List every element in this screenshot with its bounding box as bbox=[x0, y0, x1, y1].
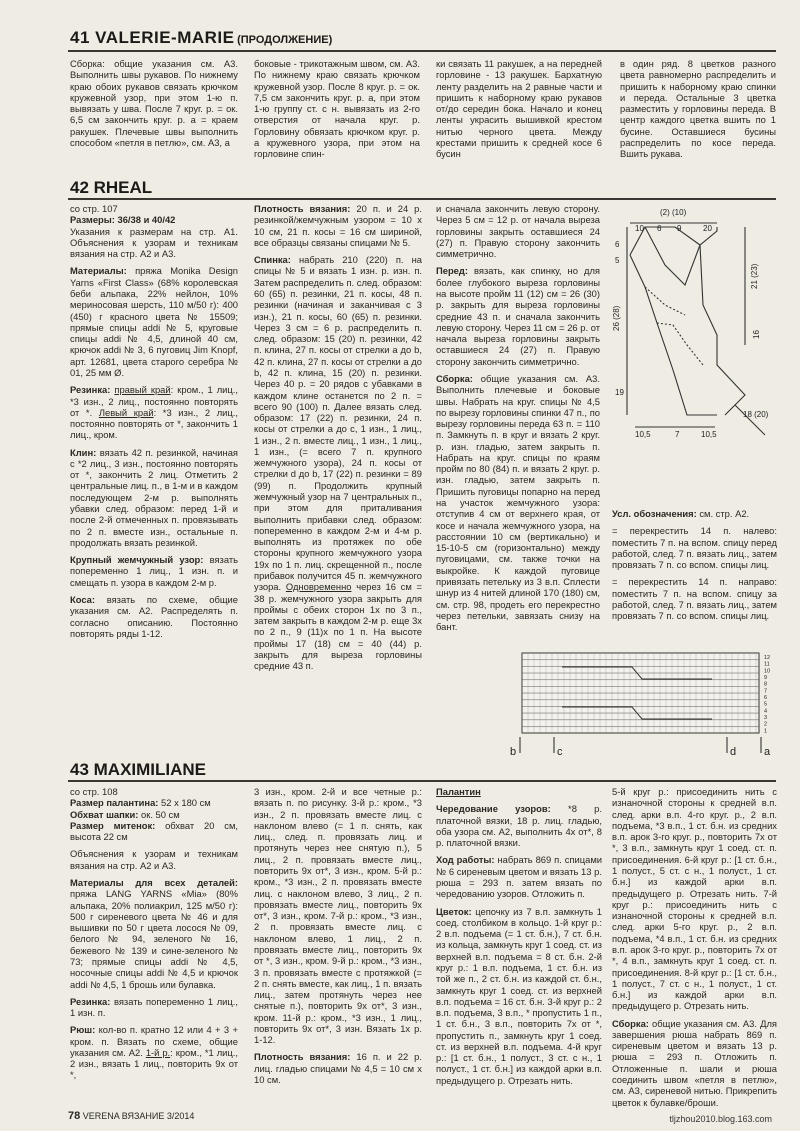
dim-top-4: 20 bbox=[703, 224, 712, 233]
section-42-header: 42 RHEAL bbox=[70, 178, 153, 197]
dim-left-1: 6 bbox=[615, 240, 620, 249]
chart-row-4: 4 bbox=[764, 708, 768, 715]
chart-row-5: 5 bbox=[764, 701, 768, 708]
section-43-rule bbox=[68, 780, 776, 782]
dim-top-3: 9 bbox=[677, 224, 682, 233]
blog-watermark: tljzhou2010.blog.163.com bbox=[669, 1114, 772, 1125]
chart-row-2: 2 bbox=[764, 721, 768, 728]
s42-legend: Усл. обозначения: см. стр. А2. = перекрестить 14 п. налево: поместить 7 п. на вспом. спицу перед работой, след. 7 п. вязать лиц., затем провязать 7 п. со вспом. спицы лиц. = перекрестить 14 п. направо: поместить 7 п. на вспом. спицу за работой, след. 7 п. вязать лиц., затем провязать 7 п. со вспом. спицы лиц. bbox=[612, 508, 777, 622]
chart-row-1: 1 bbox=[764, 728, 768, 735]
chart-arrow-a: a bbox=[764, 746, 771, 758]
dim-bottom-3: 10,5 bbox=[701, 430, 717, 439]
dim-top-label: (2) (10) bbox=[660, 208, 687, 217]
s43-col3: Палантин Чередование узоров: *8 р. платочной вязки, 18 р. лиц. гладью, оба узора см. А2, выполнить 4x от*, 8 р. платочной вязки. Ход работы: набрать 869 п. спицами № 6 сиреневым цветом и вязать 13 р. рюша = 293 п. затем вязать по чередованию узоров. Отложить п. Цветок: цепочку из 7 в.п. замкнуть 1 соед. столбиком в кольцо. 1-й круг р.: 2 в.п. подъема (= 1 ст. б.н.), 7 ст. б.н. из кольца, замкнуть круг 1 соед. ст. из верхней в.п. подъема = 8 ст. б.н. 2-й круг р.: 1 в.п. подъема, 1 ст. б.н. из той же п., 2 ст. б.н. из каждой ст. б.н., замкнуть круг 1 соед. ст. из верхней в.п. подъема = 16 ст. б.н. 3-й круг р.: 2 в.п. подъема, 3 в.п., * пропустить 1 п., 1 ст. б.н., 3 в.п., повторить 7x от *, пропустить п., замкнуть круг 1 соед. ст. из верхней в.п. подъема. 4-й круг р.: [1 ст. б.н., 1 полуст., 3 ст. с н., 1 полуст., 1 ст. б.н.] из каждой арки в.п. предыдущего р. Отрезать нить. bbox=[436, 786, 602, 1086]
dim-left-3: 26 (28) bbox=[612, 305, 621, 331]
dim-bottom-2: 7 bbox=[675, 430, 680, 439]
s41-col4: в один ряд. 8 цветков разного цвета равномерно распределить и пришить к наборному краю спинки и переда. Остальные 3 цветка разместить у горловины переда. В центр каждого цветка вшить по 1 бусине. Оставшиеся бусины распределить по косе переда. Вшить рукава. bbox=[620, 58, 776, 160]
chart-arrow-b: b bbox=[510, 746, 517, 758]
s42-col1: со стр. 107 Размеры: 36/38 и 40/42 Указания к размерам на стр. А1. Объяснения к узорам и техникам вязания на стр. А2 и А3. Материалы: пряжа Monika Design Yarns «First Class» (68% королевская беби альпака, 22% нейлон, 10% мериносовая шерсть, 110 м/50 г): 400 (450) г красного цвета № 15509; прямые спицы addi № 5, круговые спицы addi № 4,5, длиной 40 см, крючок addi № 3, 6 пуговиц Jim Knopf, арт. 12681, цвета старого серебра № 01, 25 мм Ø. Резинка: правый край: кром., 1 лиц., *3 изн., 2 лиц., постоянно повторять от *. Левый край: *3 изн., 2 лиц., постоянно повторять от *, закончить 1 лиц., кром. Клин: вязать 42 п. резинкой, начиная с *2 лиц., 3 изн., постоянно повторять от *, закончить 2 лиц. Отметить 2 центральные лиц. п., в 1-м и в каждом последующем 2-м р. выполнять убавки след. образом: перед 1-й и после 2-й отмеченных п. провязывать по 2 п. вместе изн., остальные п. продолжать вязать резинкой. Крупный жемчужный узор: вязать попеременно 1 лиц., 1 изн. п. и смещать п. узора в каждом 2-м р. Коса: вязать по схеме, общие указания см. А2. Распределять п. согласно описанию. Постоянно повторять ряды 1-12. bbox=[70, 203, 238, 639]
chart-arrow-c: c bbox=[557, 746, 563, 758]
s43-col2: 3 изн., кром. 2-й и все четные р.: вязать п. по рисунку. 3-й р.: кром., *3 изн., 2 п. провязать вместе лиц. с наклоном влево (= 1 п. снять, как лиц., след. п. провязать лиц. и протянуть через нее снятую п.), 5 лиц., 2 п. провязать вместе лиц., повторить 9x от*, 3 изн., кром. 5-й р.: кром., *3 изн., 2 п. провязать вместе лиц. с наклоном влево, 3 лиц., 2 п. провязать вместе лиц., повторить 9x от*, 3 изн., кром. 7-й р.: кром., *3 изн., 2 п. провязать вместе лиц. с наклоном влево, 1 лиц., 2 п. провязать вместе лиц., повторить 9x от *, 3 изн., кром. 9-й р.: кром., *3 изн., 3 п. провязать вместе с протяжкой (= 2 п. снять вместе, как лиц., 1 п. вязать лиц., затем протянуть через нее снятые п.), повторить 9x от*, 3 изн., кром. 11-й р.: кром., *3 изн., 1 лиц., повторить 9x от*, 3 изн. Вязать 1x р. 1-12. Плотность вязания: 16 п. и 22 р. лиц. гладью спицами № 4,5 = 10 см x 10 см. bbox=[254, 786, 422, 1086]
pattern-schematic bbox=[605, 205, 775, 445]
s42-col2: Плотность вязания: 20 п. и 24 р. резинкой/жемчужным узором = 10 x 10 см, 21 п. косы = 16 см шириной, все образцы связаны спицами № 5. Спинка: набрать 210 (220) п. на спицы № 5 и вязать 1 изн. р. изн. п. Затем распределить п. след. образом: 60 (65) п. резинки, 21 п. косы, 48 п. резинки (начиная и заканчивая с 3 изн.), 21 п. косы, 60 (65) п. резинки. Через 3 см = 6 р. распределить п. след. образом: 15 (20) п. резинки, 42 п. клина, 27 п. косы от стрелки a до b, 42 п. клина, 27 п. косы от стрелки a до b, 42 п. клина, 15 (20) п. резинки. Через 40 р. = 20 рядов с убавками в каждом клине останется по 2 п. = всего 90 (100) п. Далее вязать след. образом: 17 (22) п. резинки, 24 п. косы от стрелки a до c, 1 изн., 1 лиц., 1 изн., 2 п. вместе лиц., 1 изн., 1 лиц., 1 изн., (= всего 7 п. крупного жемчужного узора), 24 п. косы от стрелки d до b, 17 (22) п. резинки = 89 (99) п. Продолжить крупный жемчужный узор на 7 центральных п., при этом для приталивания выполнить прибавки след. образом: попеременно в каждом 2-м и 4-м р. выполнять из протяжек по обе стороны крупного жемчужного узора 19x по 1 п. лиц. скрещенной п., после прибавок получится 45 п. жемчужного узора. Одновременно через 16 см = 38 р. жемчужного узора закрыть для проймы с обеих сторон 1x по 3 п., затем закрыть в каждом 2-м р. еще 3x по 2 п., 9 (11)x по 1 п. На высоте проймы 17 (18) см = 40 (44) р. закрыть для выреза горловины средние 43 п. bbox=[254, 203, 423, 672]
dim-top-2: 6 bbox=[657, 224, 662, 233]
page-footer: 78 VERENA ВЯЗАНИЕ 3/2014 bbox=[68, 1109, 195, 1122]
chart-row-10: 10 bbox=[764, 668, 771, 675]
s41-col1: Сборка: общие указания см. А3. Выполнить швы рукавов. По нижнему краю обоих рукавов связать крючком кружевной узор, при этом 1-ю п. вывязать у шва. После 7 круг. р. = ок. 6,5 см закончить круг. р. а = краем ракушек. Плечевые швы выполнить способом «петля в петлю», см. А3, а bbox=[70, 58, 238, 148]
s41-col2: боковые - трикотажным швом, см. А3. По нижнему краю связать крючком кружевной узор. После 8 круг. р. = ок. 7,5 см закончить круг. р. а, при этом 1-ю группу ст. с н. вывязать из 2-го отверстия от начала круг. р. Горловину обвязать крючком круг. р. а кружевного узора, при этом на горловине спин- bbox=[254, 58, 420, 160]
chart-row-12: 12 bbox=[764, 655, 771, 661]
dim-bottom-1: 10,5 bbox=[635, 430, 651, 439]
chart-row-8: 8 bbox=[764, 681, 768, 688]
section-41-rule bbox=[68, 50, 776, 52]
chart-arrow-d: d bbox=[730, 746, 737, 758]
s42-col3: и сначала закончить левую сторону. Через 5 см = 12 р. от начала выреза горловины закрыть оставшиеся 24 (27) п. Правую сторону закончить симметрично. Перед: вязать, как спинку, но для более глубокого выреза горловины на высоте пройм 11 (12) см = 26 (30) р. закрыть для выреза горловины средние 43 п. и сначала закончить левую сторону. Через 11 см = 26 р. от начала выреза горловины закрыть оставшиеся 24 (27) п. Правую сторону закончить симметрично. Сборка: общие указания см. А3. Выполнить плечевые и боковые швы. Набрать на круг. спицы № 4,5 по вырезу горловины спинки 47 п., по вырезу горловины переда 63 п. = 110 п. Замкнуть п. в круг и вязать 2 круг. р. изн. гладью, затем закрыть п. Набрать на круг. спицы по краям пройм по 80 (84) п. и вязать 2 круг. р. изн. гладью, затем закрыть п. Пришить пуговицы попарно на перед на участок жемчужного узора: отступив 4 см от верхнего края, от косе и начала жемчужного узора, на расстоянии 10 см (вертикально) и 15-10-5 см (горизонтально) между пуговицами, см. также точки на выкройке. К каждой пуговице привязать петельку из 3 в.п. Сплести шнур из 4 нитей длиной 170 (180) см, см. стр. 98, продеть его перекрестно через петельки, завязать снизу на бант. bbox=[436, 203, 600, 633]
dim-left-2: 5 bbox=[615, 256, 620, 265]
chart-row-9: 9 bbox=[764, 675, 768, 681]
section-41-header: 41 VALERIE-MARIE (ПРОДОЛЖЕНИЕ) bbox=[70, 28, 333, 47]
chart-row-7: 7 bbox=[764, 688, 768, 695]
dim-left-4: 19 bbox=[615, 388, 624, 397]
s43-col1: со стр. 108 Размер палантина: 52 x 180 см Обхват шапки: ок. 50 см Размер митенок: обхват 20 см, высота 22 см Объяснения к узорам и техникам вязания на стр. А2 и А3. Материалы для всех деталей: пряжа LANG YARNS «Mia» (80% альпака, 20% полиакрил, 125 м/50 г): 500 г сиреневого цвета № 46 и для вышивки по 50 г цвета лосося № 09, белого № 94, зеленого № 16, бежевого № 139 и сине-зеленого № 73; прямые спицы addi № 4,5, носочные спицы addi № 4,5 и крючок addi № 4,5, 1 брошь или булавка. Резинка: вязать попеременно 1 лиц., 1 изн. п. Рюш: кол-во п. кратно 12 или 4 + 3 + кром. п. Вязать по схеме, общие указания см. А2. 1-й р.: кром., *1 лиц., 2 изн., вязать 1 лиц., повторить 9x от *, bbox=[70, 786, 239, 1081]
dim-right-2: 16 bbox=[752, 330, 761, 339]
dim-diagonal: 18 (20) bbox=[743, 410, 769, 419]
knitting-chart bbox=[510, 653, 777, 763]
section-43-header: 43 MAXIMILIANE bbox=[70, 760, 207, 779]
dim-right-1: 21 (23) bbox=[750, 263, 759, 289]
chart-row-6: 6 bbox=[764, 695, 768, 701]
section-42-rule bbox=[68, 198, 776, 200]
chart-row-numbers bbox=[764, 655, 770, 734]
chart-row-11: 11 bbox=[764, 661, 770, 668]
chart-row-3: 3 bbox=[764, 715, 768, 721]
s43-col4: 5-й круг р.: присоединить нить с изнаночной стороны к средней в.п. след. арки в.п. 4-го круг. р., 2 в.п. подъема, *3 в.п., 1 ст. б.н. из средних в.п. арок 3-го круг. р., повторить 7x от *, 3 в.п., замкнуть круг 1 соед. ст. п. присоединения. 6-й круг р.: [1 ст. б.н., 1 полуст., 5 ст. с н., 1 полуст., 1 ст. б.н.] из каждой арки в.п. предыдущего р. Отрезать нить. 7-й круг р.: присоединить нить с изнаночной стороны к средней в.п. след. арки 5-го круг. р., 2 в.п. подъема, *4 в.п., 1 ст. б.н. из средних в.п. арок 3-го круг. р., повторить 7x от *, 4 в.п., замкнуть круг 1 соед. ст. п. присоединения. 8-й круг р.: [1 ст. б.н., 1 полуст., 7 ст. с н., 1 полуст., 1 ст. б.н.] из каждой арки в.п. предыдущего р. Отрезать нить. Сборка: общие указания см. А3. Для завершения рюша набрать 869 п. сиреневым цветом и вязать 13 р. рюша = 293 п. Отложить п. Отложенные п. шали и рюша соединить швом «петля в петлю», см. А3, сиреневой нитью. Прикрепить цветок к булавке/броши. bbox=[612, 786, 777, 1108]
s41-col3: ки связать 11 ракушек, а на передней горловине - 13 ракушек. Бархатную ленту разделить на 2 равные части и пришить к наборному краю рукавов от/до середин бока. Начало и конец ленты украсить вышивкой крестом нитью черного цвета. Между крестами пришить к средней косе 6 бусин bbox=[436, 58, 602, 160]
dim-top-1: 10 bbox=[635, 224, 644, 233]
